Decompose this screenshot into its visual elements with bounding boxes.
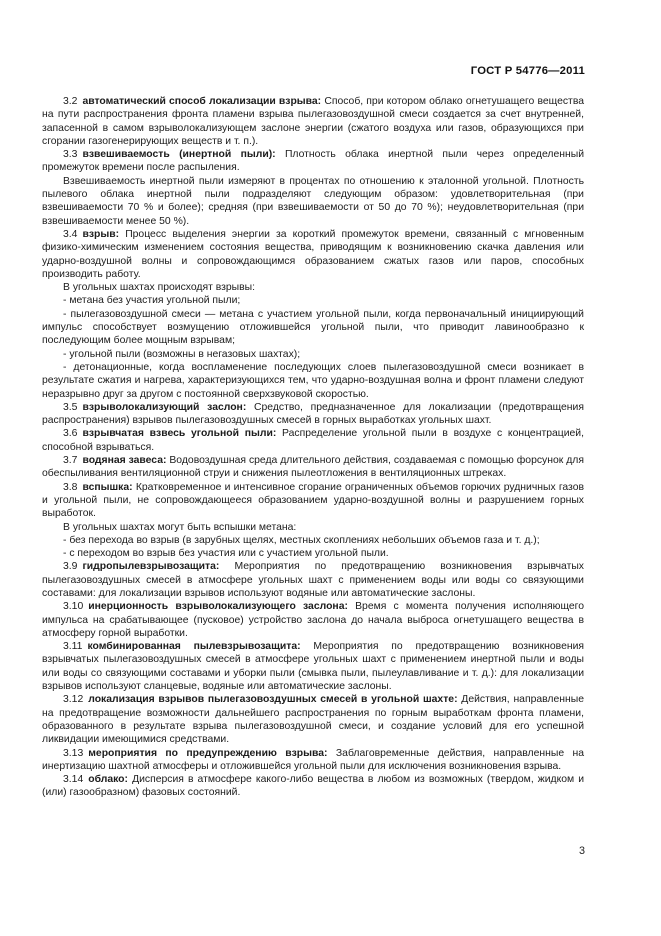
clause-number: 3.6 — [63, 428, 78, 440]
defined-term: взвешиваемость (инертной пыли): — [82, 149, 276, 161]
defined-term: автоматический способ локализации взрыва: — [82, 96, 322, 107]
definition-paragraph — [42, 95, 584, 148]
defined-term: вспышка: — [82, 481, 133, 493]
clause-number: 3.2 — [63, 96, 78, 107]
list-item — [42, 534, 584, 547]
paragraph-text: Средство, предназначенное для локализации (предотвращения распространения) взрывов пылегазовоздушных смесей в горных выработках угольных шахт. — [42, 401, 584, 427]
paragraph-text: - метана без участия угольной пыли; — [63, 295, 241, 307]
defined-term: взрывчатая взвесь угольной пыли: — [82, 428, 277, 440]
paragraph-text: Кратковременное и интенсивное сгорание ограниченных объемов горючих рудничных газов и угольной пыли, не сопровождающееся образованием ударно-воздушной волны и разрушением горных выработок. — [42, 481, 585, 520]
paragraph-text: Взвешиваемость инертной пыли измеряют в процентах по отношению к эталонной угольной. Плотность пылевого облака инертной пыли подразделяют следующим образом: удовлетворительная (при взвешиваемости 70 % и более); средняя (при взвешиваемости от 50 до 70 %); неудовлетворительная (при взвешиваемости менее 50 %). — [42, 175, 584, 227]
defined-term: облако: — [88, 774, 128, 786]
paragraph-text: Распределение угольной пыли в воздухе с концентрацией, способной взрываться. — [42, 428, 584, 453]
clause-number: 3.12 — [63, 694, 84, 706]
defined-term: взрыв: — [82, 228, 120, 240]
paragraph-text: Мероприятия по предотвращению возникновения взрывчатых пылегазовоздушных смесей в атмосфере угольных шахт с применением воды или воды со связующими составами: для локализации взрывов используют водяные или автоматические заслоны. — [42, 561, 584, 599]
paragraph-text: Плотность облака инертной пыли через определенный промежуток времени после распыления. — [42, 149, 585, 174]
definition-paragraph — [42, 481, 584, 521]
clause-number: 3.4 — [63, 228, 78, 240]
list-item — [42, 361, 584, 401]
paragraph-text: Дисперсия в атмосфере какого-либо вещества в любом из возможных (твердом, жидком и (или) газообразном) фазовых состояний. — [42, 774, 585, 799]
paragraph-text: Процесс выделения энергии за короткий промежуток времени, связанный с мгновенным физико-химическим изменением состояния вещества, приводящим к возникновению скачка давления или ударно-воздушной волны и сопровождающимся образованием сжатых газов или паров, способных производить работу. — [42, 228, 584, 280]
definition-paragraph — [42, 560, 584, 600]
clause-number: 3.8 — [63, 481, 78, 493]
body-paragraph — [42, 175, 584, 228]
paragraph-text: Водовоздушная среда длительного действия, создаваемая с помощью форсунок для обеспыливания вентиляционной струи и снижения пылеотложения в вентиляционных штреках. — [42, 455, 584, 480]
clause-number: 3.5 — [63, 401, 78, 413]
defined-term: комбинированная пылевзрывозащита: — [87, 641, 301, 653]
clause-number: 3.9 — [63, 561, 78, 573]
list-item — [42, 348, 584, 361]
clause-number: 3.14 — [63, 774, 84, 786]
paragraph-text: - угольной пыли (возможны в негазовых шахтах); — [63, 348, 301, 360]
clause-number: 3.13 — [63, 747, 84, 759]
defined-term: локализация взрывов пылегазовоздушных смесей в угольной шахте: — [88, 694, 458, 706]
body-paragraph — [42, 281, 584, 294]
document-body — [42, 95, 584, 800]
defined-term: мероприятия по предупреждению взрыва: — [88, 747, 328, 759]
defined-term: водяная завеса: — [82, 455, 167, 467]
clause-number: 3.10 — [63, 601, 84, 613]
paragraph-text: Действия, направленные на предотвращение возможности дальнейшего распространения по горным выработкам фронта пламени, образованного в результате взрыва пылегазовоздушной смеси, и создание условий для его успешной ликвидации имеющимися средствами. — [42, 694, 584, 746]
standard-code: ГОСТ Р 54776—2011 — [470, 65, 585, 77]
definition-paragraph — [42, 228, 584, 281]
paragraph-text: Время с момента получения исполняющего импульса на срабатывающее (пусковое) устройство заслона до начала выброса огнетушащего вещества в атмосферу горной выработки. — [42, 601, 584, 639]
clause-number: 3.11 — [63, 641, 83, 653]
definition-paragraph — [42, 148, 584, 175]
definition-paragraph — [42, 401, 584, 428]
paragraph-text: - пылегазовоздушной смеси — метана с участием угольной пыли, когда первоначальный инициирующий импульс способствует возмущению отложившейся угольной пыли, что приводит лавинообразно к последующим более мощным взрывам; — [42, 308, 584, 347]
document-header — [42, 65, 585, 78]
definition-paragraph — [42, 693, 584, 746]
defined-term: инерционность взрыволокализующего заслона: — [88, 601, 348, 613]
paragraph-text: Заблаговременные действия, направленные на инертизацию шахтной атмосферы и отложившейся угольной пыли для исключения возникновения взрыва. — [42, 747, 584, 772]
clause-number: 3.7 — [63, 455, 78, 467]
page-number: 3 — [578, 845, 585, 857]
definition-paragraph — [42, 747, 584, 774]
definition-paragraph — [42, 640, 584, 693]
definition-paragraph — [42, 454, 584, 481]
document-footer — [42, 845, 585, 858]
paragraph-text: - с переходом во взрыв без участия или с участием угольной пыли. — [63, 548, 389, 560]
defined-term: взрыволокализующий заслон: — [82, 401, 247, 413]
paragraph-text: В угольных шахтах могут быть вспышки метана: — [63, 521, 297, 533]
paragraph-text: Мероприятия по предотвращению возникновения взрывчатых пылегазовоздушных смесей в атмосфере угольных шахт с применением инертной пыли и воды или воды со связующими составами и уборки пыли (смывка пыли, пылеулавливание и т. д.): для локализации взрывов используют сланцевые, водяные или автоматические заслоны. — [42, 641, 585, 693]
definition-paragraph — [42, 600, 584, 640]
definition-paragraph — [42, 427, 584, 454]
paragraph-text: - детонационные, когда воспламенение последующих слоев пылегазовоздушной смеси возникает в результате сжатия и нагрева, характеризующихся тем, что ударно-воздушная волна и фронт пламени следуют неразрывно друг за другом с постоянной сверхзвуковой скоростью. — [42, 361, 584, 400]
list-item — [42, 308, 584, 348]
paragraph-text: Способ, при котором облако огнетушащего вещества на пути распространения фронта пламени взрыва пылегазовоздушной смеси создается за счет внутренней, запасенной в самом взрыволокализующем заслоне энергии (сжатого воздуха или газов, образующихся при сгорании газогенерирующих веществ и т. п.). — [42, 96, 585, 147]
definition-paragraph — [42, 773, 584, 800]
list-item — [42, 547, 584, 560]
body-paragraph — [42, 521, 584, 534]
paragraph-text: В угольных шахтах происходят взрывы: — [63, 282, 256, 294]
defined-term: гидропылевзрывозащита: — [82, 561, 220, 573]
paragraph-text: - без перехода во взрыв (в зарубных щелях, местных скоплениях небольших объемов газа и т. д.); — [63, 534, 540, 546]
clause-number: 3.3 — [63, 149, 78, 161]
list-item — [42, 294, 584, 307]
